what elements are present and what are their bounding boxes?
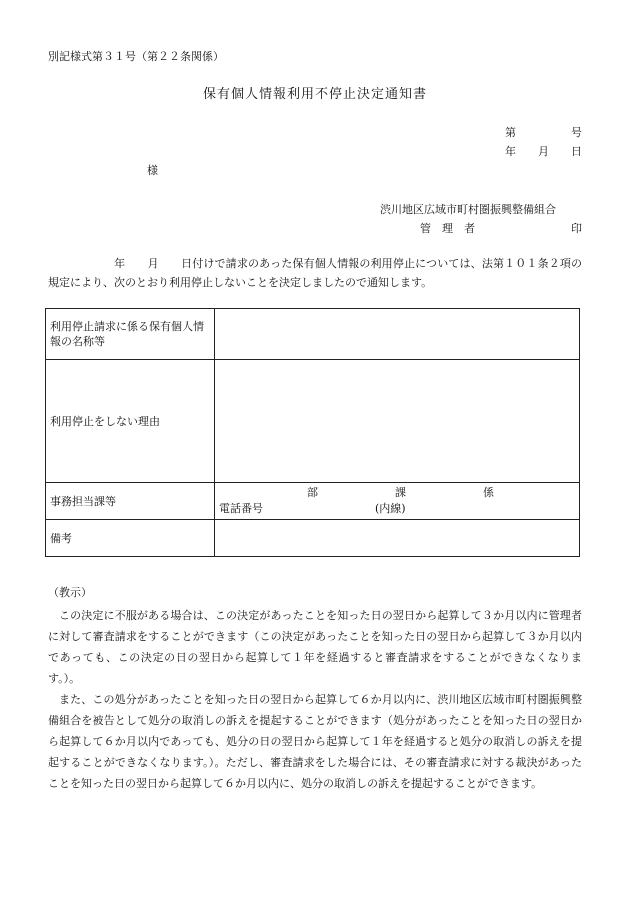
table-row bbox=[46, 520, 580, 557]
reason-label: 利用停止をしない理由 bbox=[46, 360, 215, 483]
decision-table bbox=[45, 308, 580, 557]
notice-section bbox=[48, 582, 582, 794]
info-name-label: 利用停止請求に係る保有個人情報の名称等 bbox=[46, 309, 215, 360]
department-label: 事務担当課等 bbox=[46, 483, 215, 520]
remarks-label: 備考 bbox=[46, 520, 215, 557]
issuer-organization: 渋川地区広域市町村圏振興整備組合 bbox=[380, 203, 556, 216]
document-date: 年 月 日 bbox=[505, 145, 582, 158]
department-line bbox=[219, 485, 575, 501]
notice-heading: （教示） bbox=[48, 586, 92, 599]
document-number: 第 号 bbox=[505, 126, 582, 139]
notice-paragraph-1: この決定に不服がある場合は、この決定があったことを知った日の翌日から起算して３か月以内に管理者に対して審査請求をすることができます（この決定があったことを知った日の翌日から起算して３か月以内であっても、この決定の日の翌日から起算して１年を経過すると審査請求をすることができなくなります。）。 bbox=[48, 609, 582, 685]
addressee: 様 bbox=[147, 164, 158, 177]
subsection-unit: 係 bbox=[483, 486, 494, 499]
request-date-blank: 年 月 bbox=[114, 257, 159, 270]
issuer-manager bbox=[420, 222, 582, 236]
seal-mark: 印 bbox=[571, 222, 582, 235]
document-title: 保有個人情報利用不停止決定通知書 bbox=[202, 87, 427, 102]
extension-label: (内線) bbox=[375, 502, 406, 515]
notice-paragraph-2: また、この処分があったことを知った日の翌日から起算して６か月以内に、渋川地区広域市町村圏振興整備組合を被告として処分の取消しの訴えを提起することができます（処分があったことを知った日の翌日から起算して６か月以内であっても、処分の日の翌日から起算して１年を経過すると処分の取消しの訴えを提起することができなくなります。）。ただし、審査請求をした場合には、その審査請求に対する裁決があったことを知った日の翌日から起算して６か月以内に、処分の取消しの訴えを提起することができます。 bbox=[48, 693, 582, 790]
phone-line bbox=[219, 501, 575, 517]
department-cell bbox=[215, 483, 580, 520]
table-row bbox=[46, 483, 580, 520]
section-unit: 課 bbox=[395, 486, 406, 499]
form-label: 別記様式第３１号（第２２条関係） bbox=[48, 50, 224, 63]
body-paragraph bbox=[48, 254, 582, 292]
dept-unit: 部 bbox=[307, 486, 318, 499]
body-text: 日付けで請求のあった保有個人情報の利用停止については、法第１０１条２項の規定により、次のとおり利用停止しないことを決定しましたので通知します。 bbox=[48, 257, 583, 289]
phone-label: 電話番号 bbox=[219, 502, 263, 515]
table-row bbox=[46, 309, 580, 360]
info-name-cell bbox=[215, 309, 580, 360]
table-row bbox=[46, 360, 580, 483]
manager-label: 管 理 者 bbox=[420, 222, 475, 235]
reason-cell bbox=[215, 360, 580, 483]
remarks-cell bbox=[215, 520, 580, 557]
